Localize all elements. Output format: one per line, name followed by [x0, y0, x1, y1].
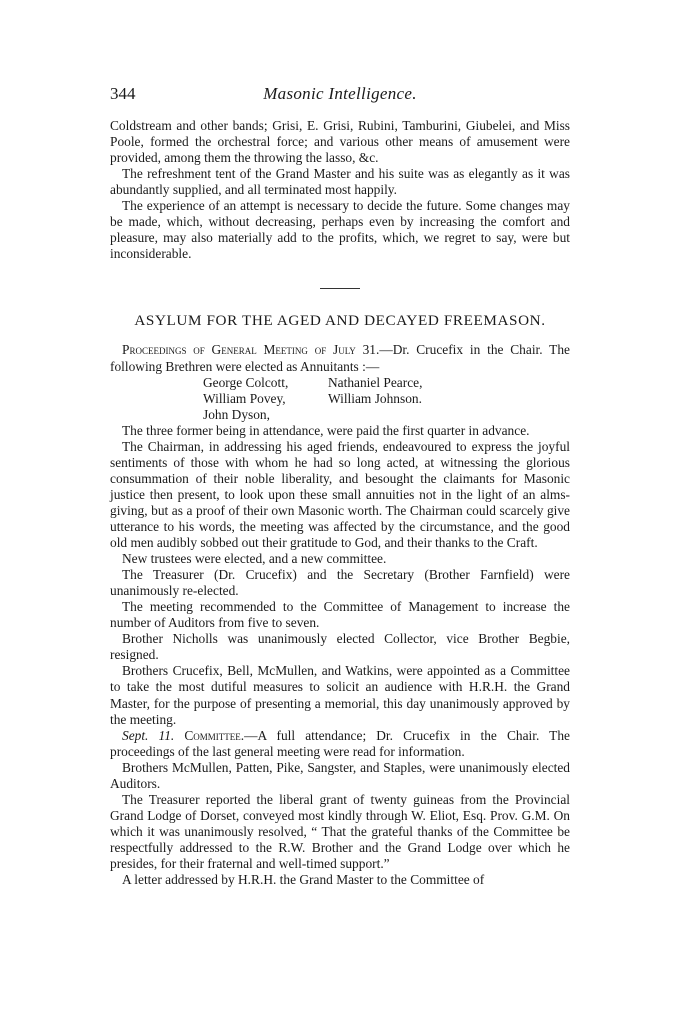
annuitants-list: [203, 375, 570, 423]
article-body: [110, 118, 570, 888]
paragraph-treasurer: The Treasurer (Dr. Crucefix) and the Secretary (Brother Farnfield) were unanimously re-elected.: [110, 567, 570, 599]
paragraph-chairman-address: The Chairman, in addressing his aged friends, endeavoured to express the joyful sentiments of those with whom he had so long acted, at witnessing the glorious consummation of their noble liberality, and besought the claimants for Masonic justice then present, to look upon these small annuities not in the light of an alms-giving, but as a proof of their own Masonic worth. The Chairman could scarcely give utterance to his words, the meeting was affected by the circumstance, and the good old men audibly sobbed out their gratitude to God, and their thanks to the Craft.: [110, 438, 570, 551]
paragraph-auditors-recommendation: The meeting recommended to the Committee of Management to increase the number of Auditors from five to seven.: [110, 599, 570, 631]
page-number: 344: [110, 84, 136, 103]
committee-paragraph: [110, 728, 570, 760]
intro-paragraph-1: Coldstream and other bands; Grisi, E. Grisi, Rubini, Tamburini, Giubelei, and Miss Poole, formed the orchestral force; and various other means of amusement were provided, among them the throwing the lasso, &c.: [110, 118, 570, 166]
paragraph-grant: The Treasurer reported the liberal grant of twenty guineas from the Provincial Grand Lodge of Dorset, conveyed most kindly through W. Eliot, Esq. Prov. G.M. On which it was unanimously resolved, “ That the grateful thanks of the Committee be respectfully addressed to the R.W. Brother and the Grand Lodge over which he presides, for their fraternal and well-timed support.”: [110, 791, 570, 871]
section-title: ASYLUM FOR THE AGED AND DECAYED FREEMASON.: [134, 312, 546, 330]
annuitant-name: Nathaniel Pearce,: [328, 374, 423, 390]
paragraph-trustees: New trustees were elected, and a new committee.: [122, 551, 387, 567]
paragraph-letter: A letter addressed by H.R.H. the Grand Master to the Committee of: [122, 872, 485, 888]
committee-date: Sept. 11.: [122, 727, 175, 743]
committee-text: —A full attendance; Dr. Crucefix in the Chair. The proceedings of the last general meeting were read for information.: [110, 727, 570, 759]
proceedings-heading: Proceedings of General Meeting of July 31.: [122, 342, 380, 358]
annuitant-name: John Dyson,: [203, 406, 270, 422]
paragraph-auditors-elected: Brothers McMullen, Patten, Pike, Sangster, and Staples, were unanimously elected Auditors.: [110, 759, 570, 791]
running-title: Masonic Intelligence.: [263, 84, 417, 103]
annuitant-name: George Colcott,: [203, 374, 289, 390]
intro-paragraph-3: The experience of an attempt is necessary to decide the future. Some changes may be made, which, without decreasing, perhaps even by increasing the comfort and pleasure, may also materially add to the profits, which, we regret to say, were but inconsiderable.: [110, 198, 570, 262]
page-header: [110, 84, 570, 108]
section-divider: [320, 288, 360, 289]
annuitant-name: William Johnson.: [328, 390, 422, 406]
annuitant-name: William Povey,: [203, 390, 286, 406]
paragraph-memorial-committee: Brothers Crucefix, Bell, McMullen, and Watkins, were appointed as a Committee to take the most dutiful measures to solicit an audience with H.R.H. the Grand Master, for the purpose of presenting a memorial, this day unanimously approved by the meeting.: [110, 663, 570, 727]
proceedings-lead: —Dr. Crucefix in the Chair. The following Brethren were elected as Annuitants :—: [110, 342, 570, 374]
intro-paragraph-2: The refreshment tent of the Grand Master and his suite was as elegantly as it was abundantly supplied, and all terminated most happily.: [110, 166, 570, 198]
proceedings-paragraph: [110, 342, 570, 374]
paragraph-attendance: The three former being in attendance, were paid the first quarter in advance.: [122, 422, 530, 438]
paragraph-collector: Brother Nicholls was unanimously elected Collector, vice Brother Begbie, resigned.: [110, 631, 570, 663]
committee-label: Committee.: [184, 727, 245, 743]
